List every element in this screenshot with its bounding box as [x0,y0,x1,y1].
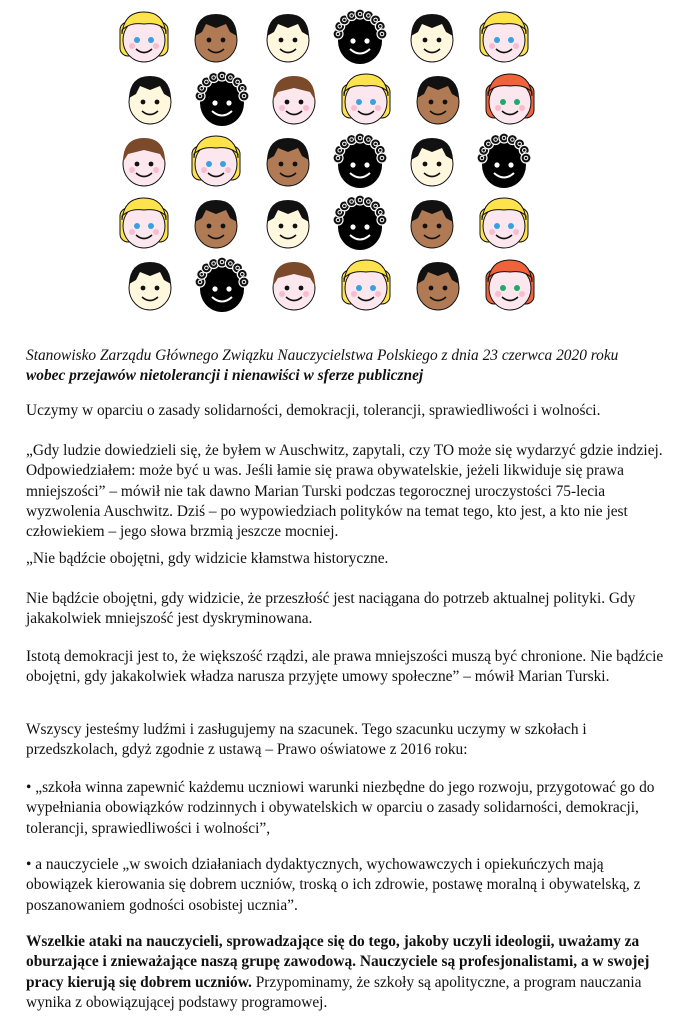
face-blonde [474,194,534,254]
bullet-item-1: • „szkoła winna zapewnić każdemu uczniowi warunki niezbędne do jego rozwoju, przygotować go do wypełniania obowiązków rodzinnych i obywatelskich w oparciu o zasady solidarności, demokracji, tolerancji, sprawiedliwości i wolności”, [26,779,655,837]
paragraph-4: Nie bądźcie obojętni, gdy widzicie, że przeszłość jest naciągana do potrzeb aktualnej polityki. Gdy jakakolwiek mniejszość jest dyskryminowana. [26,590,636,628]
face-brown [402,194,462,254]
face-curly [192,70,252,130]
face-brown [408,70,468,130]
face-brown [258,132,318,192]
face-curly [330,8,390,68]
face-curly [192,256,252,316]
face-redhead [480,70,540,130]
closing-bold: Wszelkie ataki na nauczycieli, sprowadzające się do tego, jakoby uczyli ideologii, uważamy za oburzające i znieważające naszą grupę zawodową. Nauczyciele są profesjonalistami, a w swojej pracy kierują się dobrem uczniów. [26,933,650,991]
paragraph-3: „Nie bądźcie obojętni, gdy widzicie kłamstwa historyczne. [26,550,389,567]
paragraph-6: Wszyscy jesteśmy ludźmi i zasługujemy na szacunek. Tego szacunku uczymy w szkołach i przedszkolach, gdyż zgodnie z ustawą – Prawo oświatowe z 2016 roku: [26,721,587,759]
face-brown [408,256,468,316]
face-blonde [114,8,174,68]
heading-bold: wobec przejawów nietolerancji i nienawiści w sferze publicznej [26,367,424,384]
face-blonde [114,194,174,254]
face-curly [330,132,390,192]
face-pale [120,256,180,316]
face-blonde [336,256,396,316]
face-pale [120,70,180,130]
face-blonde [474,8,534,68]
face-pale [258,8,318,68]
face-pink [264,70,324,130]
face-pale [258,194,318,254]
face-brown [186,194,246,254]
bullet-item-2: • a nauczyciele „w swoich działaniach dydaktycznych, wychowawczych i opiekuńczych mają obowiązek kierowania się dobrem uczniów, troską o ich zdrowie, postawę moralną i obywatelską, z poszanowaniem godności osobistej ucznia”. [26,856,641,914]
face-pink [114,132,174,192]
face-redhead [480,256,540,316]
heading-italic: Stanowisko Zarządu Głównego Związku Nauczycielstwa Polskiego z dnia 23 czerwca 2020 roku [26,347,619,364]
face-curly [330,194,390,254]
face-pink [264,256,324,316]
paragraph-1: Uczymy w oparciu o zasady solidarności, demokracji, tolerancji, sprawiedliwości i wolności. [26,402,601,419]
document-heading [26,346,661,386]
paragraph-5: Istotą demokracji jest to, że większość rządzi, ale prawa mniejszości muszą być chronione. Nie bądźcie obojętni, gdy jakakolwiek władza narusza przyjęte umowy społeczne” – mówił Marian Turski. [26,648,664,686]
face-curly [474,132,534,192]
faces-illustration [108,8,528,318]
face-blonde [186,132,246,192]
paragraph-2: „Gdy ludzie dowiedzieli się, że byłem w Auschwitz, zapytali, czy TO może się wydarzyć gdzie indziej. Odpowiedziałem: może być u was. Jeśli łamie się prawa obywatelskie, jeżeli likwiduje się prawa mniejszości” – mówił nie tak dawno Marian Turski podczas tegorocznej uroczystości 75-lecia wyzwolenia Auschwitz. Dziś – po wypowiedziach polityków na temat tego, kto jest, a kto nie jest człowiekiem – jego słowa brzmią jeszcze mocniej. [26,442,663,541]
face-pale [402,132,462,192]
paragraph-closing [26,932,666,1013]
face-blonde [336,70,396,130]
face-brown [186,8,246,68]
closing-regular: Przypominamy, że szkoły są apolityczne, a program nauczania wynika z obowiązującej podstawy programowej. [26,973,642,1011]
face-pale [402,8,462,68]
